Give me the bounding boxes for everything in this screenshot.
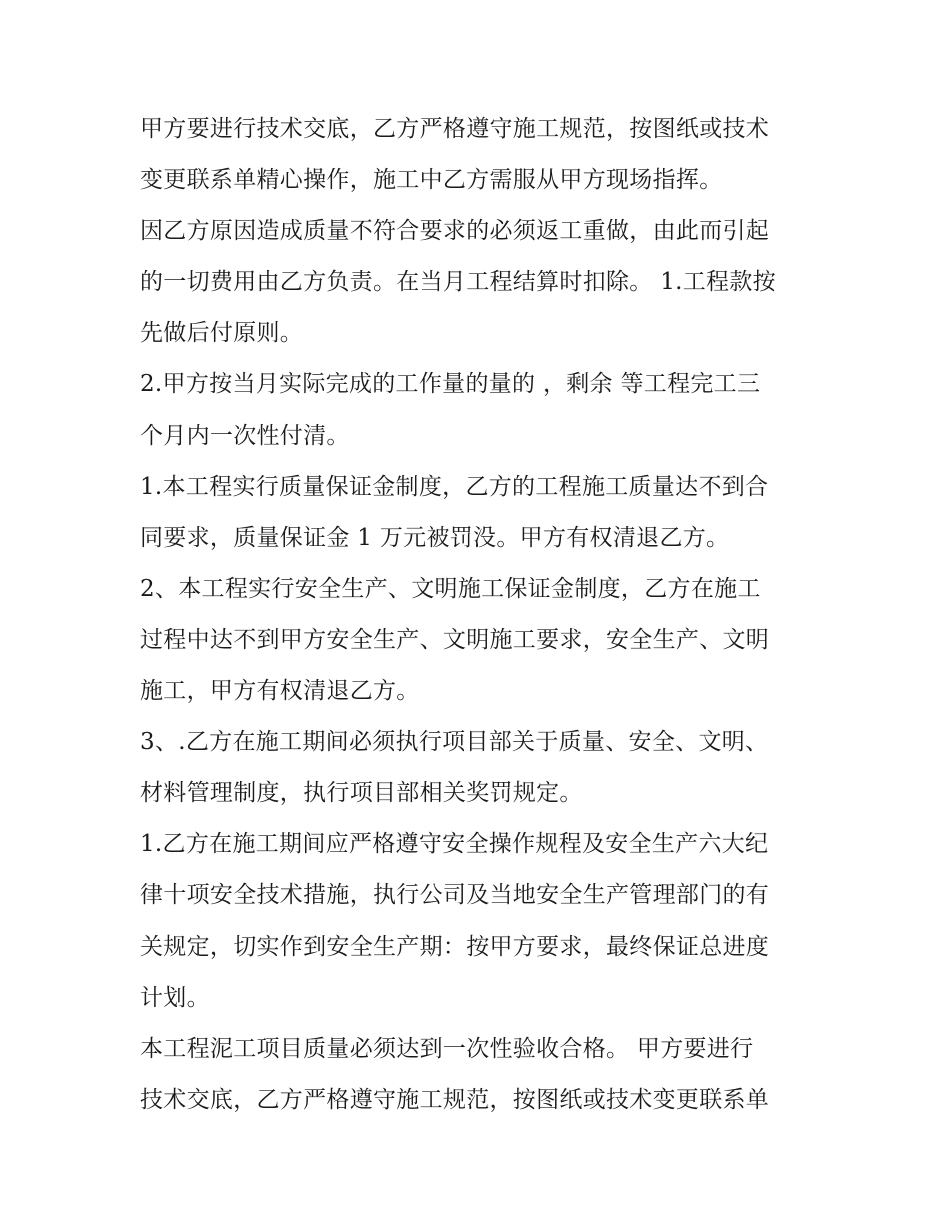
document-body xyxy=(140,104,820,1126)
text-line-1: 甲方要进行技术交底，乙方严格遵守施工规范，按图纸或技术 xyxy=(140,116,770,142)
text-line-5: 先做后付原则。 xyxy=(140,320,304,347)
text-line-8: 1.本工程实行质量保证金制度，乙方的工程施工质量达不到合 xyxy=(140,473,769,500)
text-line-16: 律十项安全技术措施，执行公司及当地安全生产管理部门的有 xyxy=(140,882,770,909)
text-line-13: 3、.乙方在施工期间必须执行项目部关于质量、安全、文明、 xyxy=(140,729,769,756)
text-line-3: 因乙方原因造成质量不符合要求的必须返工重做，由此而引起 xyxy=(140,218,770,245)
text-line-15: 1.乙方在施工期间应严格遵守安全操作规程及安全生产六大纪 xyxy=(140,831,769,858)
text-line-14: 材料管理制度，执行项目部相关奖罚规定。 xyxy=(140,780,583,807)
text-line-6: 2.甲方按当月实际完成的工作量的量的 ，剩余 等工程完工三 xyxy=(140,371,761,398)
text-line-17: 关规定，切实作到安全生产期：按甲方要求，最终保证总进度 xyxy=(140,933,770,960)
text-line-11: 过程中达不到甲方安全生产、文明施工要求，安全生产、文明 xyxy=(140,626,770,653)
text-line-4: 的一切费用由乙方负责。在当月工程结算时扣除。 1.工程款按 xyxy=(140,269,776,296)
text-line-2: 变更联系单精心操作，施工中乙方需服从甲方现场指挥。 xyxy=(140,167,723,194)
text-line-9: 同要求，质量保证金 1 万元被罚没。甲方有权清退乙方。 xyxy=(140,524,730,551)
text-line-19: 本工程泥工项目质量必须达到一次性验收合格。 甲方要进行 xyxy=(140,1035,754,1062)
text-line-7: 个月内一次性付清。 xyxy=(140,422,350,449)
text-line-18: 计划。 xyxy=(140,984,210,1011)
text-line-20: 技术交底，乙方严格遵守施工规范，按图纸或技术变更联系单 xyxy=(140,1086,770,1113)
text-line-10: 2、本工程实行安全生产、文明施工保证金制度，乙方在施工 xyxy=(140,575,761,602)
text-line-12: 施工，甲方有权清退乙方。 xyxy=(140,678,420,705)
